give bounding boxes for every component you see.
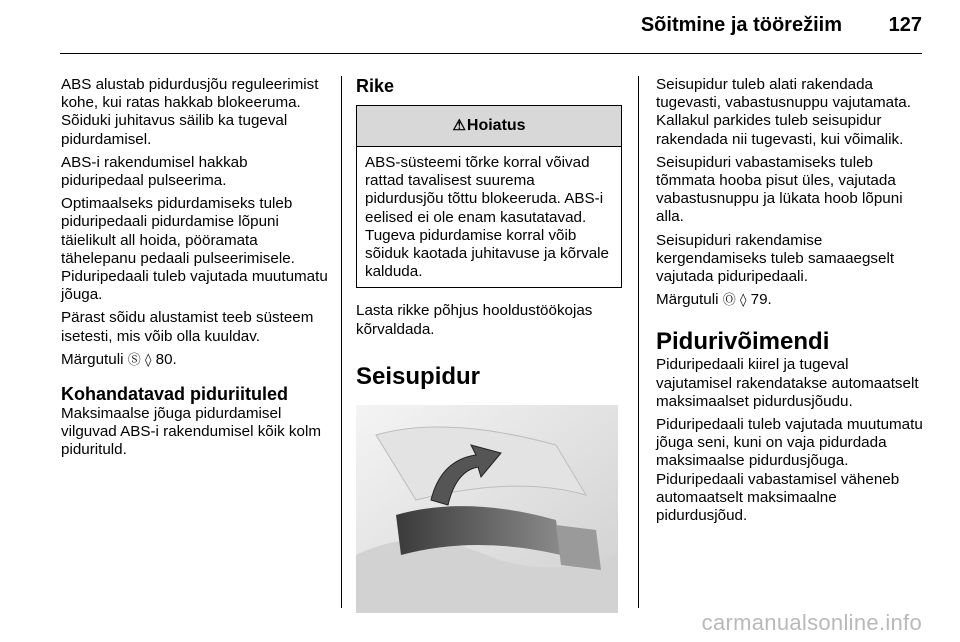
section-heading: Rike [356, 76, 395, 96]
chapter-heading: Seisupidur [356, 362, 481, 390]
paragraph: Maksimaalse jõuga pidurdamisel vilguvad ABS-i rakendumisel kõik kolm pidurituld. [61, 405, 321, 459]
chapter-heading: Pidurivõimendi [656, 328, 830, 356]
column-3 [656, 76, 926, 530]
indicator-reference: Märgutuli Ⓞ ◊ 79. [656, 291, 772, 309]
warning-triangle-icon: ⚠ [452, 116, 466, 134]
page-reference: 79. [750, 291, 772, 309]
column-2 [356, 76, 624, 613]
paragraph: ABS-i rakendumisel hakkab piduripedaal pulseerima. [61, 153, 248, 190]
column-1 [61, 76, 331, 465]
watermark-logo: carmanualsonline.info [701, 610, 922, 635]
page-reference-icon: ◊ [144, 352, 152, 368]
column-divider-1 [341, 76, 342, 608]
paragraph: ABS alustab pidurdusjõu reguleerimist kohe, kui ratas hakkab blokeeruma. Sõiduki juhitavus säilib ka tugeval pidurdamisel. [61, 76, 319, 148]
page-reference: 80. [155, 350, 177, 368]
page-number: 127 [888, 14, 922, 36]
header-rule [60, 53, 922, 54]
indicator-reference: Märgutuli Ⓢ ◊ 80. [61, 350, 177, 368]
paragraph: Pärast sõidu alustamist teeb süsteem isetesti, mis võib olla kuuldav. [61, 309, 314, 345]
paragraph: Piduripedaali kiirel ja tugeval vajutamisel rakendatakse automaatselt maksimaalset pidurdusjõudu. [656, 356, 919, 410]
warning-title: Hoiatus [466, 116, 526, 134]
warning-box [356, 105, 622, 288]
section-heading: Kohandatavad piduriituled [61, 384, 289, 405]
paragraph: Lasta rikke põhjus hooldustöökojas kõrvaldada. [356, 302, 593, 338]
warning-header [357, 106, 621, 147]
paragraph: Seisupidur tuleb alati rakendada tugevasti, vabastusnuppu vajutamata. Kallakul parkides tuleb seisupidur rakendada nii tugevasti, kui võimalik. [656, 76, 911, 148]
abs-warning-light-icon: Ⓢ [127, 352, 141, 368]
header-title: Sõitmine ja töörežiim [640, 14, 842, 36]
warning-body: ABS-süsteemi tõrke korral võivad rattad tavalisest suurema pidurdusjõu tõttu blokeeruda. ABS-i eelised ei ole enam kasutatavad. Tugeva pidurdamise korral võib sõiduk kaotada juhitavuse ja kõrvale kalduda. [365, 154, 609, 281]
paragraph: Piduripedaali tuleb vajutada muutumatu jõuga seni, kuni on vaja pidurdada maksimaalse pidurdusjõuga. Piduripedaali vabastamisel väheneb automaatselt maksimaalne pidurdusjõud. [656, 416, 923, 525]
parking-brake-illustration [356, 405, 618, 613]
paragraph: Optimaalseks pidurdamiseks tuleb piduripedaali pidurdamise lõpuni täielikult all hoida, pööramata tähelepanu pedaali pulseerimisele. Piduripedaali tuleb vajutada muutumatu jõuga. [61, 195, 328, 304]
parking-brake-photo [356, 405, 618, 613]
paragraph: Seisupiduri vabastamiseks tuleb tõmmata hooba pisut üles, vajutada vabastusnuppu ja lükata hoob lõpuni alla. [656, 153, 903, 226]
parking-brake-light-icon: Ⓞ [722, 293, 736, 309]
page-reference-icon: ◊ [739, 293, 747, 309]
paragraph: Seisupiduri rakendamise kergendamiseks tuleb samaaegselt vajutada piduripedaali. [656, 231, 895, 286]
column-divider-2 [638, 76, 639, 608]
